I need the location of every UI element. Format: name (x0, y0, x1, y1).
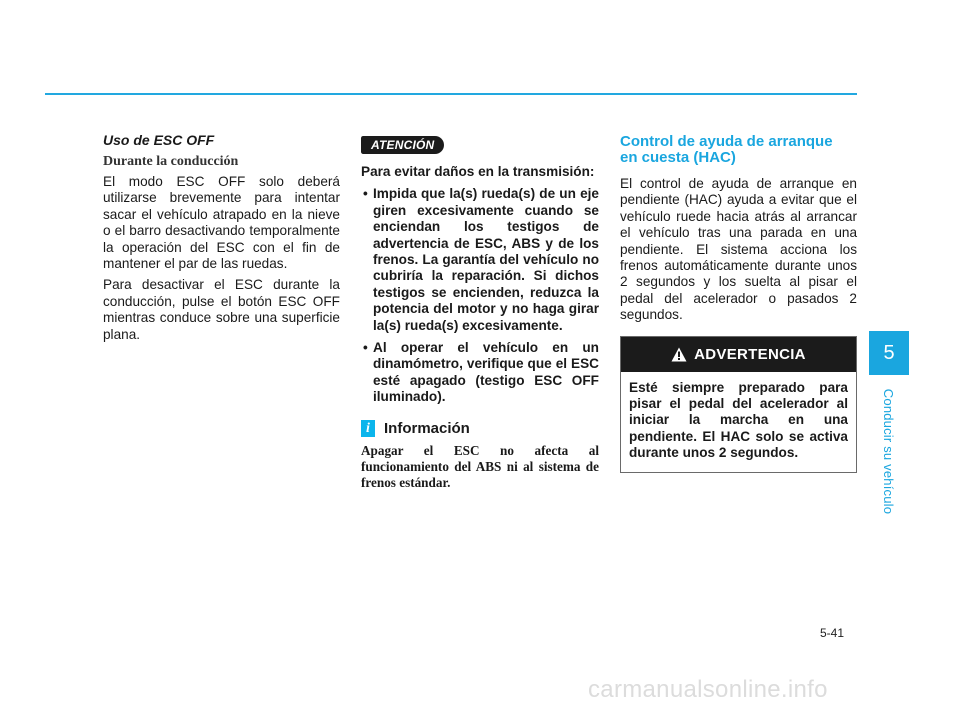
warning-label: ADVERTENCIA (694, 345, 806, 363)
top-rule (45, 93, 857, 95)
attention-intro: Para evitar daños en la transmisión: (361, 164, 595, 179)
subheading-driving: Durante la conducción (103, 154, 239, 169)
chapter-side-label (875, 381, 903, 521)
chapter-side-label-text: Conducir su vehículo (881, 388, 897, 514)
list-item-text: Impida que la(s) rueda(s) de un eje giren excesivamente cuando se enciendan los testigos de advertencia de ESC, ABS y de los frenos. La garantía del vehículo no cubriría la reparación. Si dichos testigos se encienden, reduzca la potencia del motor y no haga girar la(s) rueda(s) excesivamente. (373, 186, 599, 333)
list-item (361, 186, 599, 334)
chapter-tab: 5 (869, 331, 909, 375)
page-number: 5-41 (820, 626, 845, 640)
list-item-text: Al operar el vehículo en un dinamómetro, verifique que el ESC esté apagado (testigo ESC OFF iluminado). (373, 340, 599, 405)
info-text: Apagar el ESC no afecta al funcionamiento del ABS ni al sistema de frenos estándar. (361, 442, 599, 490)
warning-triangle-icon (671, 347, 687, 362)
watermark: carmanualsonline.info (588, 676, 828, 703)
attention-bullet-list (361, 186, 599, 405)
paragraph-esc-off-deactivate: Para desactivar el ESC durante la conducción, pulse el botón ESC OFF mientras conduce sobre una superficie plana. (103, 277, 340, 342)
warning-box (620, 336, 857, 473)
attention-badge: ATENCIÓN (361, 136, 444, 154)
paragraph-esc-off-usage: El modo ESC OFF solo deberá utilizarse brevemente para intentar sacar el vehículo atrapado en la nieve o el barro desactivando temporalmente la operación del ESC con el fin de mantener el par de las ruedas. (103, 174, 340, 272)
column-attention (361, 130, 599, 491)
info-title: Información (384, 419, 470, 437)
info-icon: i (361, 420, 375, 437)
section-heading-hac (620, 134, 857, 166)
bullet-mark: • (363, 340, 368, 356)
section-heading-esc-off: Uso de ESC OFF (103, 132, 215, 148)
list-item (361, 340, 599, 406)
warning-header (621, 337, 856, 372)
hac-title-line-2: en cuesta (HAC) (620, 149, 736, 166)
column-esc-off (103, 130, 340, 348)
bullet-mark: • (363, 186, 368, 202)
column-hac (620, 130, 857, 473)
warning-text: Esté siempre preparado para pisar el pedal del acelerador al iniciar la marcha en una pendiente. El HAC solo se activa durante unos 2 segundos. (629, 379, 848, 461)
hac-title-line-1: Control de ayuda de arranque (620, 133, 833, 150)
info-header (361, 420, 599, 437)
paragraph-hac: El control de ayuda de arranque en pendiente (HAC) ayuda a evitar que el vehículo ruede hacia atrás al arrancar el vehículo tras una parada en una pendiente. El sistema acciona los frenos automáticamente durante unos 2 segundos y los suelta al pisar el pedal del acelerador o pasados 2 segundos. (620, 176, 857, 323)
